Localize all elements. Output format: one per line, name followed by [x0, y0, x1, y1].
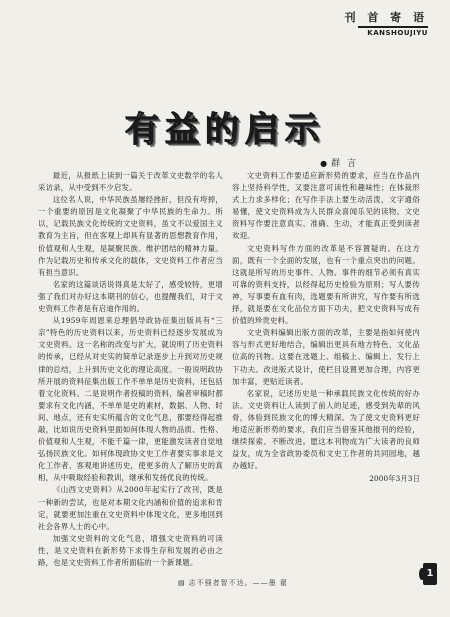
paragraph: 加强文史资料的文化气息，增强文史资料的可读性，是文史资料在新形势下求得生存和发展的必由之路，也是文史资料工作者所面临的一个新课题。 [38, 533, 223, 567]
footer-quote-text: 志不强者智不达。——墨 翟 [188, 579, 288, 587]
article-title: 有益的启示 [125, 110, 325, 150]
article-date: 2000年3月3日 [369, 474, 420, 484]
section-title-en: KANSHOUJIYU [367, 29, 428, 37]
paragraph: 从1959年周恩来总理倡导政协征集出版具有“三亲”特色的历史资料以来，历史资料已经逐步发展成为文史资料。这一名称的改变与扩大，就说明了历史资料的传承，已经从对史实的简单记录逐步上升到对历史规律的总结，上升到历史文化的理论高度。一般说明政协所开展的资料征集出版工作不单单是历史资料，还包括着文化资料。二是说明作者投稿的资料，编者审稿时都要求有文化内涵，不单单是史的素材，数据、人物、时间、地点，还有史实所蕴含的文化气息，都要经得起推敲，比如说历史资料里面如何体现人物的品质、性格、价值观和人生观，不能千篇一律，更能激发读者自觉地弘扬民族文化。如何体现政协文史工作者要实事求是文化工作者、客观地讲述历史，使更多的人了解历史的真相，从中吸取经验和教训，继承和发扬优良的传统。 [38, 316, 223, 483]
paragraph: 名家说，记述历史是一种承载民族文化传统的好办法。文史资料让人读到了前人的足迹，感受到先辈的风骨，体验到民族文化的博大精深。为了使文史资料更好地适应新形势的要求，我们应当借鉴其他报刊的经验，继续探索、不断改进。愿这本刊物成为广大读者的良师益友，成为全省政协委员和文史工作者的共同园地，越办越好。 [232, 388, 420, 471]
paragraph: 这位名人说，中华民族虽屡经挫折，但没有垮掉，一个重要的原因是文化凝聚了中华民族的生命力。所以，记载民族文化传统的文史资料，虽文不以爱国主义教育为主旨，但在客观上却具有显著的思想教育作用，价值观和人生观，是凝聚民族、维护团结的精神力量。作为记载历史和传承文化的载体，文史资料工作者应当有担当意识。 [38, 195, 223, 277]
footer-ornament-icon: ▤ [178, 579, 186, 587]
paragraph: 最近，从报纸上读到一篇关于改革文史数学的名人采访录，从中受到不少启发。 [38, 171, 223, 193]
paragraph: 文史资料编辑出版方面的改革，主要是指如何使内容与形式更好地结合，编辑出更具有地方特色、文化品位高的刊物。这要在选题上、组稿上、编辑上、发行上下功夫。改进版式设计，使栏目设置更加合理，内容更加丰富，更贴近读者。 [232, 328, 420, 386]
page-number: 1 [423, 563, 437, 585]
paragraph: 名家的这篇谈话说得真是太好了，感受较特，更增强了我们对办好这本期刊的信心，也提醒我们，对于文史资料工作者是有启迪作用的。 [38, 279, 223, 314]
section-rule [358, 26, 428, 28]
left-column [38, 170, 223, 569]
section-title-cn: 刊 首 寄 语 [344, 11, 428, 24]
footer-quote [178, 578, 288, 588]
article-byline [320, 156, 358, 169]
paragraph: 《山西文史资料》从2000年起实行了改刊，既是一种新的尝试，也是对本期文化内涵和价值的追求和肯定，就要更加注重在文史资料中体现文化，更多地回到社会各界人士的心中。 [38, 485, 223, 531]
article-author: 群 言 [331, 159, 358, 169]
byline-bullet-icon: ● [320, 159, 330, 168]
paragraph: 文史资料工作要适应新形势的要求，应当在作品内容上坚持科学性，又要注意可读性和趣味性；在体裁形式上力求多样化；在写作手法上要生动活泼，文字通俗易懂，使文史资料成为人民群众喜闻乐见的读物。文史资料写作要注意真实、准确、生动，才能真正受到读者欢迎。 [232, 171, 420, 241]
right-column [232, 170, 420, 485]
section-header [345, 12, 429, 38]
paragraph: 文史资料写作方面的改革是不容置疑的。在这方面，既有一个全面的发展，也有一个重点突出的问题。这就是所写的历史事件、人物、事件的细节必须有真实可靠的资料支持，以经得起历史检验为原则；写人要传神，写事要有血有肉，选题要有所讲究，写作要有所选择，就是要在文化品位方面下功夫，把文史资料写成有价值的珍贵史料。 [232, 243, 420, 326]
